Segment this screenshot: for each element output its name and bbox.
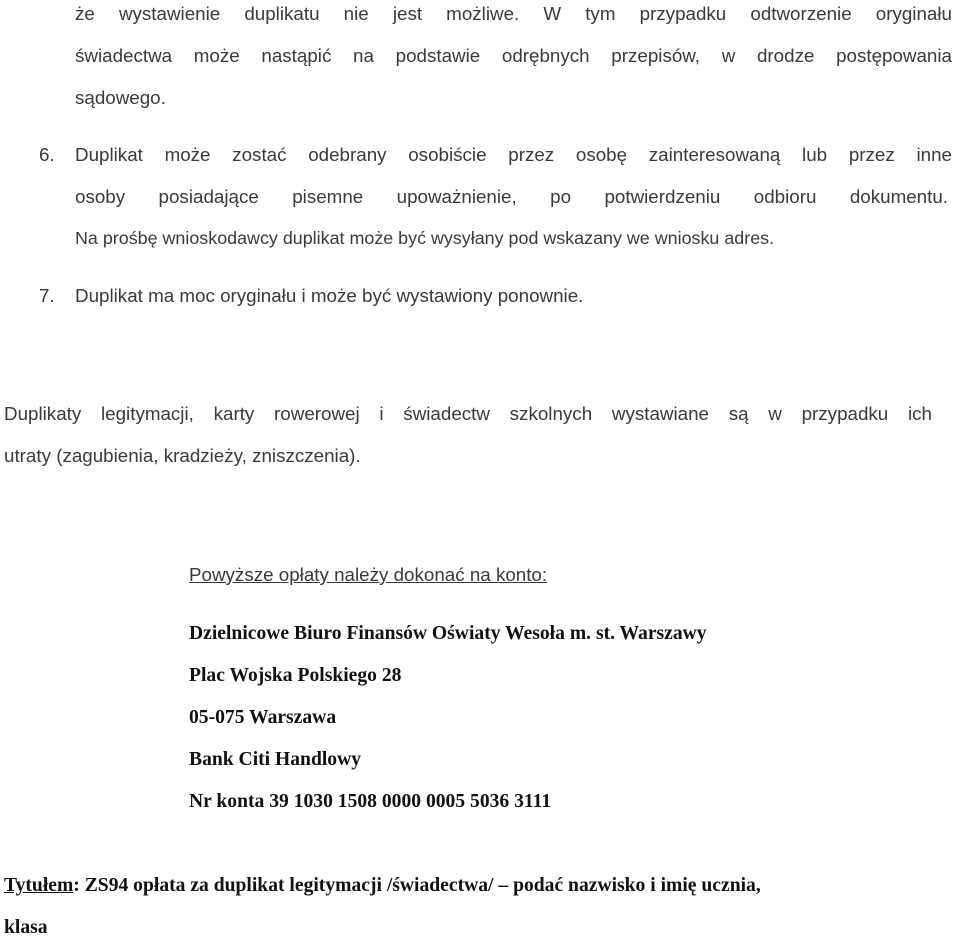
payment-heading: Powyższe opłaty należy dokonać na konto:: [189, 564, 548, 585]
item-6-line-2: osoby posiadające pisemne upoważnienie, po potwierdzeniu odbioru dokumentu.: [75, 186, 948, 207]
duplicates-note-line-2: utraty (zagubienia, kradzieży, zniszczenia).: [4, 445, 361, 466]
payment-city: 05-075 Warszawa: [189, 707, 337, 728]
item-6-line-1: Duplikat może zostać odebrany osobiście przez osobę zainteresowaną lub przez inne: [75, 144, 952, 165]
item-7-line-1: Duplikat ma moc oryginału i może być wystawiony ponownie.: [75, 285, 584, 306]
payment-account-number: Nr konta 39 1030 1508 0000 0005 5036 3111: [189, 791, 552, 812]
transfer-title-text: ZS94 opłata za duplikat legitymacji /świadectwa/ – podać nazwisko i imię ucznia,: [79, 875, 761, 896]
para5-line-2: świadectwa może nastąpić na podstawie odrębnych przepisów, w drodze postępowania: [75, 45, 952, 66]
para5-line-1: że wystawienie duplikatu nie jest możliwe. W tym przypadku odtworzenie oryginału: [75, 3, 952, 24]
transfer-title-line-2: klasa: [4, 917, 48, 938]
payment-street: Plac Wojska Polskiego 28: [189, 665, 402, 686]
payment-recipient: Dzielnicowe Biuro Finansów Oświaty Wesoła m. st. Warszawy: [189, 623, 707, 644]
item-6-line-3: Na prośbę wnioskodawcy duplikat może być wysyłany pod wskazany we wniosku adres.: [75, 228, 775, 248]
transfer-title-line: [4, 876, 761, 896]
transfer-title-label: Tytułem: [4, 875, 74, 896]
payment-bank: Bank Citi Handlowy: [189, 749, 362, 770]
transfer-title-colon: :: [73, 875, 80, 896]
duplicates-note-line-1: Duplikaty legitymacji, karty rowerowej i świadectw szkolnych wystawiane są w przypadku ich: [4, 403, 932, 424]
item-7-number: 7.: [39, 285, 55, 306]
para5-line-3: sądowego.: [75, 87, 166, 108]
item-6-number: 6.: [39, 144, 55, 165]
